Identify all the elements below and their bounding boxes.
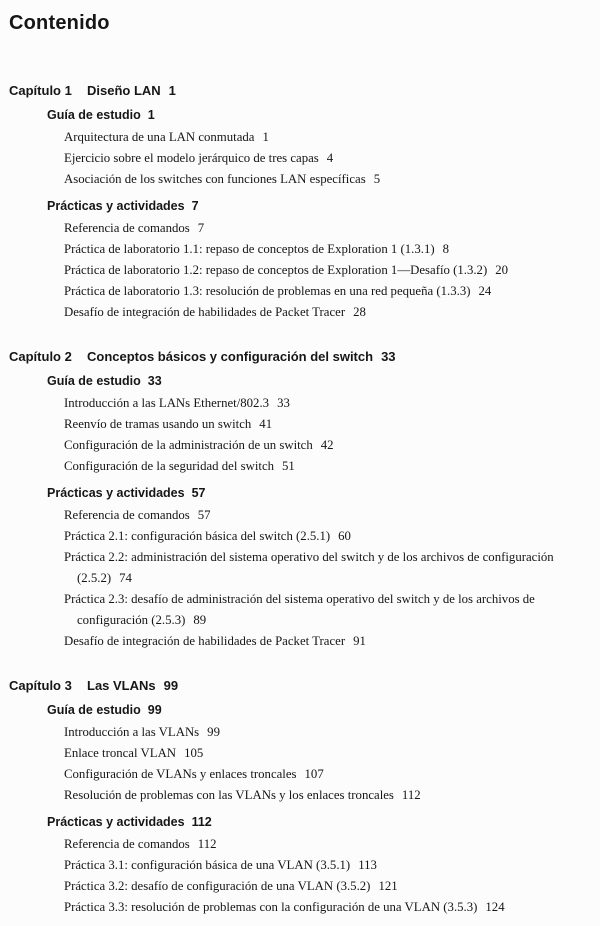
- entry-page-number: 113: [358, 858, 377, 872]
- section-items: [64, 505, 592, 652]
- toc-entry: [64, 547, 592, 589]
- section-heading: [47, 703, 592, 718]
- chapter-title: Las VLANs: [87, 678, 156, 693]
- entry-title: Práctica 2.1: configuración básica del switch (2.5.1): [64, 529, 331, 543]
- entry-page-number: 4: [326, 151, 334, 165]
- toc-entry: [64, 260, 592, 281]
- chapter-page-number: 33: [381, 349, 396, 364]
- toc-section: [47, 703, 592, 806]
- entry-page-number: 107: [304, 767, 324, 781]
- section-title: Guía de estudio: [47, 108, 141, 122]
- chapter-heading: [9, 678, 592, 694]
- toc-entry: [64, 218, 592, 239]
- chapter-sections: [9, 703, 592, 918]
- chapter-title: Diseño LAN: [87, 83, 161, 98]
- entry-page-number: 124: [485, 900, 505, 914]
- entry-page-number: 5: [373, 172, 381, 186]
- toc-entry: [64, 855, 592, 876]
- toc-entry: [64, 239, 592, 260]
- entry-page-number: 24: [478, 284, 492, 298]
- toc-entry: [64, 148, 592, 169]
- chapter-title: Conceptos básicos y configuración del switch: [87, 349, 374, 364]
- chapter-page-number: 1: [168, 83, 176, 98]
- section-page-number: 7: [191, 199, 199, 213]
- entry-title: Práctica 3.2: desafío de configuración de una VLAN (3.5.2): [64, 879, 371, 893]
- entry-page-number: 112: [401, 788, 421, 802]
- section-heading: [47, 199, 592, 214]
- entry-title: Configuración de la administración de un switch: [64, 438, 313, 452]
- entry-title: Práctica 3.3: resolución de problemas con la configuración de una VLAN (3.5.3): [64, 900, 478, 914]
- entry-page-number: 74: [119, 571, 132, 585]
- entry-page-number: 7: [197, 221, 205, 235]
- section-items: [64, 722, 592, 806]
- section-heading: [47, 486, 592, 501]
- toc-entry: [64, 526, 592, 547]
- entry-page-number: 33: [277, 396, 290, 410]
- entry-page-number: 99: [207, 725, 220, 739]
- entry-title: Arquitectura de una LAN conmutada: [64, 130, 255, 144]
- toc-section: [47, 815, 592, 918]
- entry-title: Configuración de la seguridad del switch: [64, 459, 275, 473]
- toc-entry: [64, 589, 592, 631]
- section-title: Guía de estudio: [47, 703, 141, 717]
- entry-title: Práctica de laboratorio 1.3: resolución de problemas en una red pequeña (1.3.3): [64, 284, 471, 298]
- chapter-label: Capítulo 2: [9, 349, 72, 364]
- entry-page-number: 60: [338, 529, 351, 543]
- page-title: Contenido: [9, 12, 110, 34]
- entry-title: Ejercicio sobre el modelo jerárquico de tres capas: [64, 151, 319, 165]
- entry-title: Práctica 2.3: desafío de administración del sistema operativo del switch y de los archivos de configuración (2.5.3): [64, 592, 535, 627]
- entry-title: Práctica de laboratorio 1.2: repaso de conceptos de Exploration 1—Desafío (1.3.2): [64, 263, 488, 277]
- chapter-page-number: 99: [163, 678, 179, 693]
- entry-title: Práctica 2.2: administración del sistema operativo del switch y de los archivos de configuración (2.5.2): [64, 550, 554, 585]
- toc-entry: [64, 876, 592, 897]
- entry-page-number: 91: [353, 634, 366, 648]
- toc-entry: [64, 722, 592, 743]
- toc-section: [47, 374, 592, 477]
- section-title: Prácticas y actividades: [47, 199, 185, 213]
- toc-section: [47, 486, 592, 652]
- entry-title: Introducción a las VLANs: [64, 725, 200, 739]
- entry-title: Desafío de integración de habilidades de Packet Tracer: [64, 305, 346, 319]
- section-page-number: 57: [191, 486, 206, 500]
- toc-section: [47, 108, 592, 190]
- chapter-label: Capítulo 1: [9, 83, 72, 98]
- chapter: [9, 349, 592, 652]
- entry-title: Reenvío de tramas usando un switch: [64, 417, 252, 431]
- entry-page-number: 112: [197, 837, 217, 851]
- entry-title: Referencia de comandos: [64, 508, 190, 522]
- toc-entry: [64, 743, 592, 764]
- section-heading: [47, 815, 592, 830]
- entry-title: Práctica de laboratorio 1.1: repaso de conceptos de Exploration 1 (1.3.1): [64, 242, 435, 256]
- toc-entry: [64, 435, 592, 456]
- toc-entry: [64, 505, 592, 526]
- entry-page-number: 42: [320, 438, 334, 452]
- section-title: Prácticas y actividades: [47, 815, 185, 829]
- entry-page-number: 51: [282, 459, 295, 473]
- entry-title: Resolución de problemas con las VLANs y los enlaces troncales: [64, 788, 394, 802]
- entry-page-number: 8: [442, 242, 450, 256]
- entry-title: Referencia de comandos: [64, 221, 190, 235]
- entry-title: Práctica 3.1: configuración básica de una VLAN (3.5.1): [64, 858, 351, 872]
- chapter-heading: [9, 83, 592, 99]
- toc-entry: [64, 169, 592, 190]
- toc-entry: [64, 393, 592, 414]
- toc-entry: [64, 897, 592, 918]
- section-title: Prácticas y actividades: [47, 486, 185, 500]
- toc-entry: [64, 785, 592, 806]
- section-page-number: 112: [191, 815, 212, 829]
- entry-title: Asociación de los switches con funciones LAN específicas: [64, 172, 366, 186]
- toc-entry: [64, 281, 592, 302]
- section-page-number: 99: [147, 703, 162, 717]
- section-page-number: 33: [147, 374, 162, 388]
- toc-entry: [64, 764, 592, 785]
- entry-title: Configuración de VLANs y enlaces troncales: [64, 767, 297, 781]
- entry-page-number: 121: [378, 879, 398, 893]
- section-items: [64, 218, 592, 323]
- section-items: [64, 834, 592, 918]
- entry-title: Enlace troncal VLAN: [64, 746, 177, 760]
- entry-page-number: 1: [262, 130, 269, 144]
- toc-entry: [64, 127, 592, 148]
- entry-page-number: 41: [259, 417, 273, 431]
- chapter-heading: [9, 349, 592, 365]
- chapter-sections: [9, 374, 592, 652]
- chapter: [9, 83, 592, 323]
- entry-page-number: 20: [495, 263, 509, 277]
- toc-entry: [64, 456, 592, 477]
- entry-title: Introducción a las LANs Ethernet/802.3: [64, 396, 270, 410]
- toc-entry: [64, 414, 592, 435]
- toc-list: [9, 83, 592, 918]
- entry-page-number: 105: [184, 746, 204, 760]
- section-page-number: 1: [147, 108, 155, 122]
- toc-entry: [64, 631, 592, 652]
- entry-page-number: 89: [193, 613, 207, 627]
- section-items: [64, 127, 592, 190]
- entry-title: Referencia de comandos: [64, 837, 190, 851]
- toc-entry: [64, 302, 592, 323]
- entry-page-number: 28: [353, 305, 366, 319]
- chapter: [9, 678, 592, 918]
- section-title: Guía de estudio: [47, 374, 141, 388]
- entry-page-number: 57: [197, 508, 211, 522]
- entry-title: Desafío de integración de habilidades de Packet Tracer: [64, 634, 346, 648]
- section-heading: [47, 108, 592, 123]
- toc-section: [47, 199, 592, 323]
- section-items: [64, 393, 592, 477]
- toc-entry: [64, 834, 592, 855]
- section-heading: [47, 374, 592, 389]
- chapter-sections: [9, 108, 592, 323]
- chapter-label: Capítulo 3: [9, 678, 72, 693]
